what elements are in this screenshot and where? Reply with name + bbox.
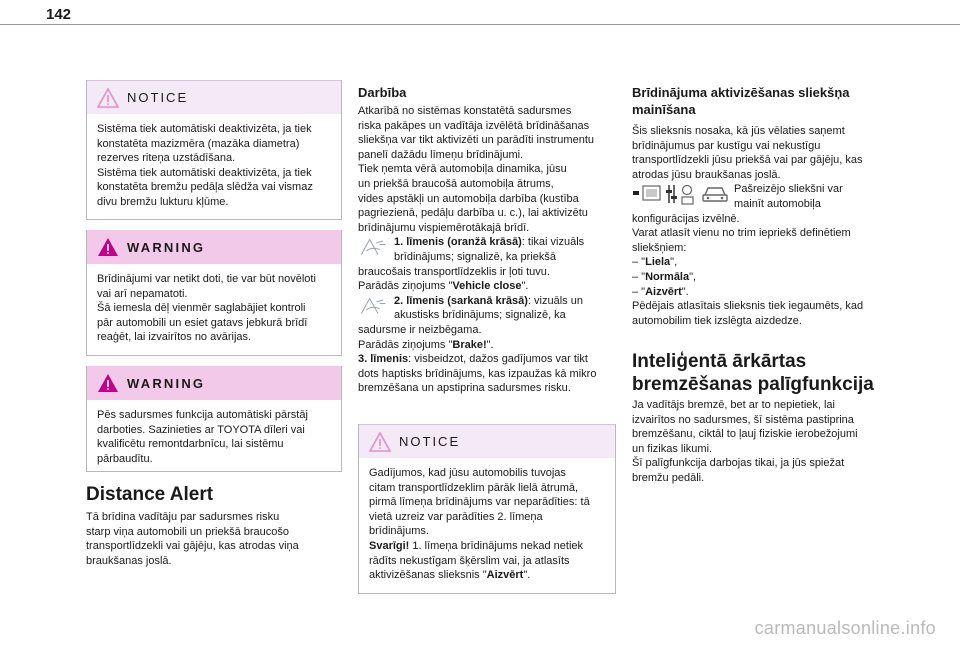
msg-prefix: Parādās ziņojums " [358,338,453,351]
body-line: sliekšņiem: [632,241,687,254]
body-line: sliekšņa var tikt aktivizēti un parādīti instrumentu [358,134,594,147]
car-front-icon [700,182,730,206]
top-rule [0,24,960,25]
warning-line: Pēs sadursmes funkcija automātiski pārstāj [97,409,308,421]
notice-title: NOTICE [127,90,189,105]
svarigi-aizvert: Aizvērt [486,569,524,582]
level2-line [394,294,583,309]
svarigi-prefix: aktivizēšanas slieksnis " [369,569,487,582]
warning-line: reaģēt, lai izvairītos no avārijas. [97,331,252,344]
level2-row [358,294,616,323]
warning-line: pārbaudītu. [97,452,153,465]
warning-line: kvalificētu remontdarbnīcu, lai sistēmu [97,438,284,451]
distance-alert-heading: Distance Alert [86,484,214,505]
threshold-text [632,124,888,328]
red-collision-warning-icon [358,294,388,318]
notice-triangle-icon [369,432,391,452]
notice-header [359,424,615,458]
brake-assist-text [632,398,888,486]
notice-line [369,568,605,583]
notice-line: Sistēma tiek automātiski deaktivizēta, ja tiek [97,123,312,135]
body-line: Ja vadītājs bremzē, bet ar to nepietiek, lai [632,399,835,411]
msg-prefix: Parādās ziņojums " [358,280,453,293]
watermark: carmanualsonline.info [754,618,936,638]
notice-line: citam transportlīdzeklim pārāk lielā ātrumā, [369,481,579,494]
body-line: brīdinājumu vispiemērotākajā brīdī. [358,221,530,234]
body-line: izvairītos no sadursmes, šī sistēma pastiprina [632,413,854,426]
body-line: brīdinājumus par kustīgu vai nekustīgu [632,139,821,152]
body-line: sadursme ir neizbēgama. [358,323,482,336]
level1-message [358,279,616,294]
threshold-option: – "Liela", [632,256,678,269]
notice-line: brīdinājums. [369,525,429,538]
level1-text: : tikai vizuāls [521,236,585,249]
notice-line: Sistēma tiek automātiski deaktivizēta, ja tiek [97,166,312,179]
warning-header [87,366,341,400]
threshold-option: – "Aizvērt". [632,285,689,298]
svarigi-suffix: ". [523,569,531,582]
notice-line [369,539,605,554]
icon-text-line: Pašreizējo sliekšni var [734,183,843,196]
brake-assist-heading [632,350,888,396]
warning-triangle-icon [97,373,119,393]
warning-box-1 [86,230,342,356]
body-line: Atkarībā no sistēmas konstatētā sadursmes [358,105,572,117]
msg-brake: Brake! [452,338,487,351]
threshold-heading-line: mainīšana [632,102,696,117]
level2-message [358,338,616,353]
notice-line: pirmā līmeņa brīdinājums var neparādīties: tā [369,496,590,509]
level1-row [358,235,616,264]
notice-line: konstatēta bremžu pedāļa slēdža vai vismaz [97,181,313,194]
body-line: riska pakāpes un vadītāja izvēlētā brīdināšanas [358,119,590,132]
body-line: transportlīdzekli jūsu priekšā vai par gājēju, kas [632,154,863,167]
warning-line: pār automobili un esiet gatavs jebkurā brīdī [97,316,308,329]
body-line: automobilim tiek izslēgta aizdedze. [632,314,802,327]
body-line: konfigurācijas izvēlnē. [632,212,740,225]
warning-line: darboties. Sazinieties ar TOYOTA dīleri vai [97,423,305,436]
msg-vehicle-close: Vehicle close [452,280,522,293]
body-line: un priekšā braucošā automobiļa ātrums, [358,177,554,190]
body-line: atrodas jūsu braukšanas joslā. [632,168,781,181]
level2-line: akustisks brīdinājums; signalizē, ka [394,309,566,322]
warning-header [87,230,341,264]
display-menu-icon [632,182,662,206]
body-line: pagriezienā, pedāļu darbība u. c.), lai aktivizētu [358,207,588,220]
svarigi-label: Svarīgi! [369,539,410,552]
warning-title: WARNING [127,375,206,391]
level2-label: 2. līmenis (sarkanā krāsā) [394,294,528,307]
body-line: Tā brīdina vadītāju par sadursmes risku [86,511,280,523]
msg-suffix: ". [521,280,529,293]
body-line: panelī dažādu līmeņu brīdinājumi. [358,148,524,161]
notice-box-2 [358,424,616,594]
darbiba-heading: Darbība [358,85,407,100]
warning-line: vai arī nepamatoti. [97,287,188,300]
brake-assist-heading-line: Inteliģentā ārkārtas [632,351,807,372]
page-number: 142 [46,6,72,23]
body-line: transportlīdzekli vai gājēju, kas atrodas viņa [86,540,299,553]
notice-box-1 [86,80,342,220]
body-line: bremžu pedāli. [632,471,705,484]
distance-alert-text [86,510,342,568]
config-icons-row [632,182,888,211]
threshold-options [632,255,888,299]
level1-label: 1. līmenis (oranžā krāsā) [394,236,522,249]
level2-text: : vizuāls un [527,294,583,307]
body-line: braukšanas joslā. [86,554,172,567]
level3-text: : visbeidzot, dažos gadījumos var tikt [408,353,588,366]
body-line: dots haptisks brīdinājums, kas izpaužas kā mikro [358,367,597,380]
body-line: Šī palīgfunkcija darbojas tikai, ja jūs spiežat [632,457,845,470]
body-line: un fizikas likumi. [632,442,713,455]
option-normala: Normāla [645,270,690,283]
level3-label: 3. līmenis [358,353,409,366]
notice-triangle-icon [97,88,119,108]
warning-line: Brīdinājumi var netikt doti, tie var būt novēloti [97,273,316,285]
notice-line: Gadījumos, kad jūsu automobilis tuvojas [369,467,566,479]
body-line: Varat atlasīt vienu no trim iepriekš definētiem [632,227,851,240]
vehicle-settings-icon [666,182,696,206]
svarigi-text: 1. līmeņa brīdinājums nekad netiek [409,539,584,552]
notice-line: rezerves riteņa uzstādīšana. [97,152,236,165]
darbiba-text [358,104,616,396]
warning-box-2 [86,366,342,472]
body-line: bremzēšanu, ciktāl to ļauj fiziskie ierobežojumi [632,428,858,441]
body-line: bremzēšana un apstiprina sadursmes risku. [358,382,571,395]
notice-line: rādīts nekustīgam šķērslim vai, ja atlasīts [369,554,570,567]
option-liela: Liela [645,256,671,269]
body-line: Tiek ņemta vērā automobiļa dinamika, jūsu [358,163,567,176]
body-line: Pēdējais atlasītais slieksnis tiek iegaumēts, kad [632,300,864,313]
option-aizvert: Aizvērt [645,285,682,298]
notice-line: konstatēta mazizmēra (mazāka diametra) [97,137,300,150]
body-line: vides apstākļi un automobiļa darbība (kustība [358,192,579,205]
level3-line [358,352,616,367]
brake-assist-heading-line: bremzēšanas palīgfunkcija [632,374,874,395]
warning-triangle-icon [97,237,119,257]
body-line: braucošais transportlīdzeklis ir ļoti tuvu. [358,265,550,278]
icon-text-line: mainīt automobiļa [734,197,821,210]
warning-title: WARNING [127,239,206,255]
threshold-option: – "Normāla", [632,270,697,283]
threshold-heading-line: Brīdinājuma aktivizēšanas sliekšņa [632,85,850,100]
notice-title: NOTICE [399,434,461,449]
body-line: Šis slieksnis nosaka, kā jūs vēlaties saņemt [632,125,845,137]
body-line: starp viņa automobili un priekšā braucošo [86,525,290,538]
msg-suffix: ". [486,338,494,351]
threshold-heading [632,84,888,118]
notice-line: divu bremžu lukturu kļūme. [97,195,229,208]
warning-line: Šā iemesla dēļ vienmēr saglabājiet kontroli [97,302,306,315]
notice-line: vietā uzreiz var parādīties 2. līmeņa [369,510,543,523]
notice-header [87,80,341,114]
orange-collision-warning-icon [358,235,388,259]
level1-line: brīdinājums; signalizē, ka priekšā [394,250,557,263]
level1-line [394,235,584,250]
